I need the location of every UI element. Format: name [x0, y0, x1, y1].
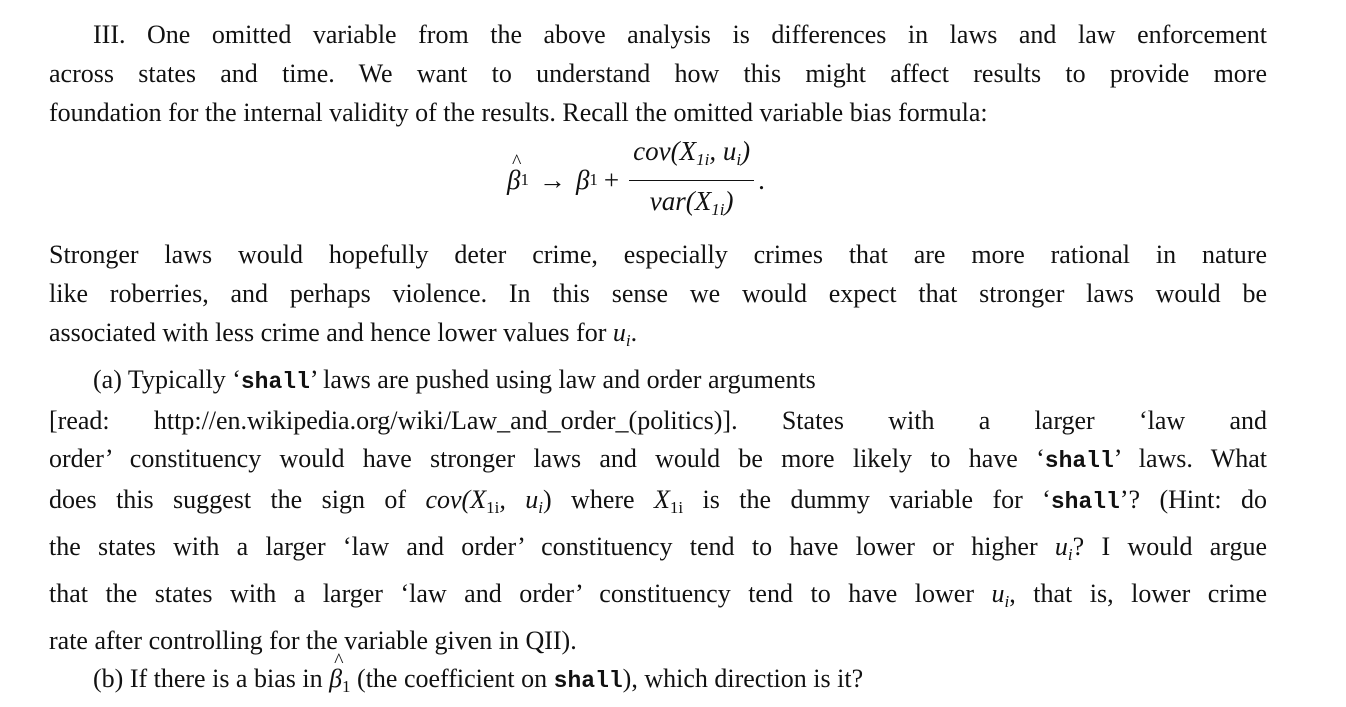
omitted-variable-bias-formula: [49, 134, 1267, 230]
laws-line-1: Stronger laws would hopefully deter crime, especially crimes that are more rational in nature: [49, 240, 1267, 270]
part-a-question: [49, 361, 1267, 661]
part-a-line-7: rate after controlling for the variable given in QII).: [49, 625, 577, 655]
formula-period: .: [758, 164, 765, 195]
part-a-line-5: the states with a larger ‘law and order’ constituency tend to have lower or higher $u_i$? I would argue: [49, 531, 1268, 564]
part-a-line-3: order’ constituency would have stronger laws and would be more likely to have ‘shall’ laws. What: [49, 444, 1267, 475]
bias-fraction: [629, 135, 754, 226]
shall-code: shall: [240, 368, 310, 395]
part-a-line-1: (a) Typically ‘shall’ laws are pushed using law and order arguments: [93, 364, 816, 395]
laws-paragraph: [49, 236, 1267, 360]
beta-subscript: 1: [589, 169, 598, 189]
fraction-numerator: $cov(X_{1i}$, $u_i$): [629, 135, 754, 181]
fraction-denominator: $var(X_{1i})$: [649, 185, 734, 219]
part-b-question: [49, 660, 1267, 707]
part-a-line-4: does this suggest the sign of $cov(X_{1i}$, $u_i$) where $X_{1i}$ is the dummy variable for ‘shall’? (Hint: do: [49, 485, 1267, 518]
beta-hat-subscript: 1: [520, 169, 529, 189]
beta-symbol: β: [575, 164, 590, 195]
intro-paragraph: [49, 16, 1267, 132]
part-a-line-2: [read: http://en.wikipedia.org/wiki/Law_and_order_(politics)]. States with a larger ‘law and: [49, 405, 1267, 435]
part-a-line-6: that the states with a larger ‘law and order’ constituency tend to have lower $u_i$, that is, lower crime: [49, 578, 1267, 611]
plus-symbol: +: [603, 164, 620, 195]
intro-line-3: foundation for the internal validity of the results. Recall the omitted variable bias formula:: [49, 97, 988, 127]
part-b-line-1: (b) If there is a bias in ^ $\beta_1$ (the coefficient on shall), which direction is it?: [49, 660, 1267, 707]
intro-line-2: across states and time. We want to understand how this might affect results to provide more: [49, 58, 1267, 88]
intro-line-1: III. One omitted variable from the above analysis is differences in laws and law enforcement: [93, 20, 1267, 49]
arrow-symbol: →: [538, 164, 566, 195]
document-page: [49, 16, 1267, 707]
laws-line-2: like roberries, and perhaps violence. In this sense we would expect that stronger laws would be: [49, 279, 1267, 309]
laws-line-3: associated with less crime and hence lower values for $u_i$.: [49, 317, 638, 350]
beta-hat-symbol: ^ β: [507, 161, 520, 200]
